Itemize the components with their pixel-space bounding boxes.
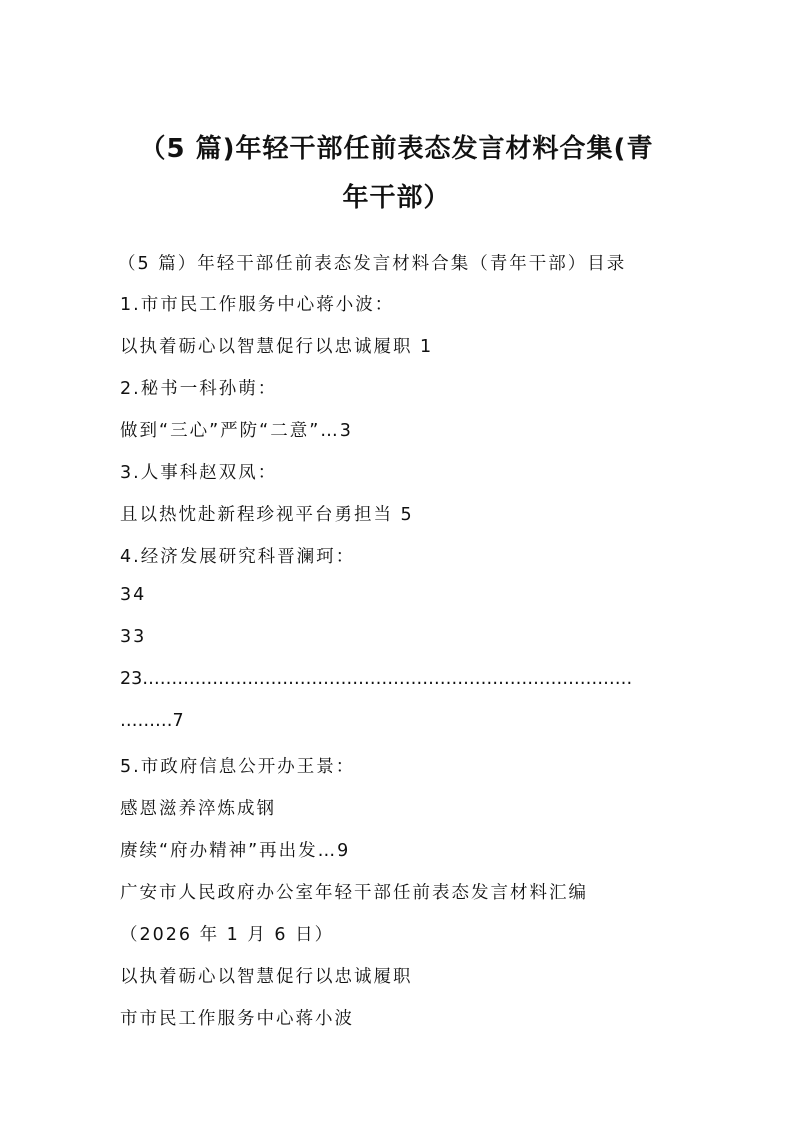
toc-entry-3-author: 3.人事科赵双凤： [120,463,278,483]
collection-title: 广安市人民政府办公室年轻干部任前表态发言材料汇编 [120,883,588,903]
toc-heading: （5 篇）年轻干部任前表态发言材料合集（青年干部）目录 [118,254,627,274]
toc-entry-5-title-a: 感恩滋养淬炼成钢 [120,799,276,819]
toc-entry-2-title: 做到“三心”严防“二意”…3 [120,421,353,441]
toc-entry-4-author: 4.经济发展研究科晋澜珂： [120,547,356,567]
speech-1-author: 市市民工作服务中心蒋小波 [120,1009,354,1029]
toc-entry-3-title: 且以热忱赴新程珍视平台勇担当 5 [120,505,414,525]
toc-entry-5-author: 5.市政府信息公开办王景： [120,757,356,777]
document-title-line-1: （5 篇)年轻干部任前表态发言材料合集(青 [139,134,654,164]
toc-entry-1-author: 1.市市民工作服务中心蒋小波： [120,295,395,315]
speech-1-title: 以执着砺心以智慧促行以忠诚履职 [120,967,413,987]
toc-entry-4-line-c: 23………………………………………………………………………… [120,669,633,689]
toc-entry-1-title: 以执着砺心以智慧促行以忠诚履职 1 [120,337,434,357]
collection-date: （2026 年 1 月 6 日） [120,925,335,945]
toc-entry-4-line-b: 33 [120,627,147,647]
toc-entry-4-page: ………7 [120,711,184,731]
toc-entry-4-line-a: 34 [120,585,147,605]
document-title-line-2: 年干部） [342,183,451,213]
toc-entry-5-title-b: 赓续“府办精神”再出发…9 [120,841,351,861]
toc-entry-2-author: 2.秘书一科孙萌： [120,379,278,399]
